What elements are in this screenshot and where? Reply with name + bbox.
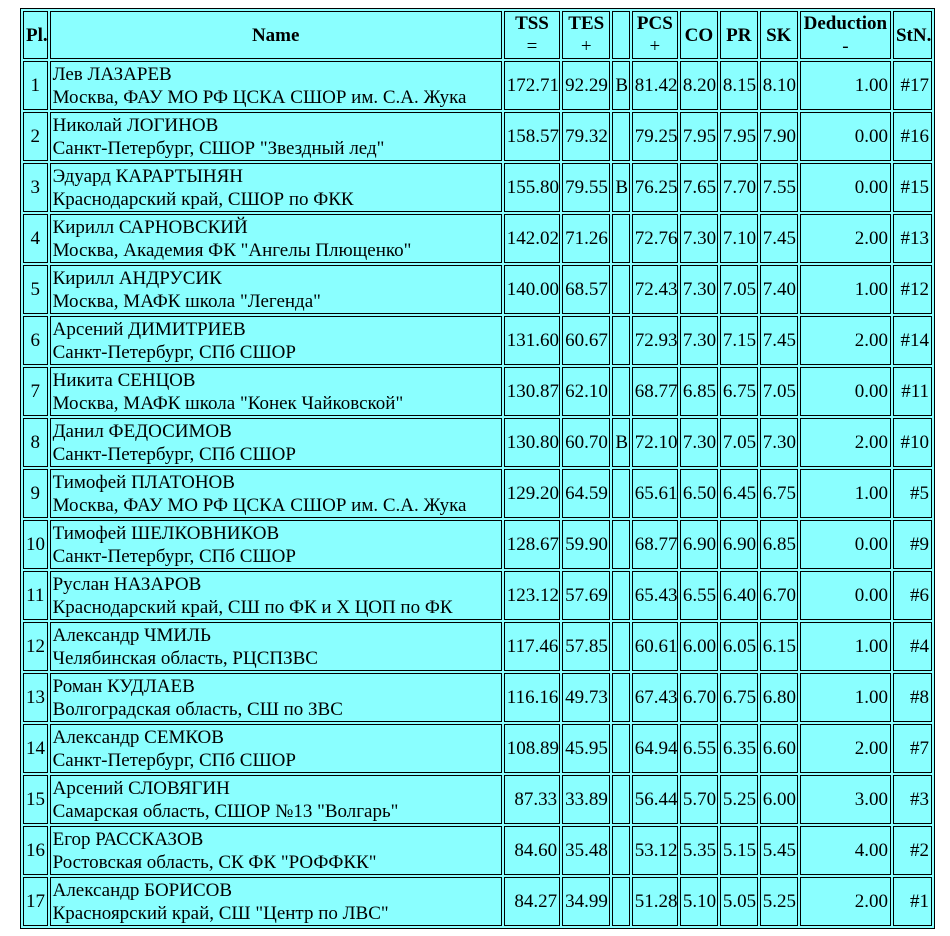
start-number-cell: #14: [893, 316, 932, 365]
skater-club: Краснодарский край, СШ по ФК и Х ЦОП по ФК: [52, 596, 453, 618]
table-row: [23, 826, 932, 875]
start-number-cell: #1: [893, 877, 932, 926]
flag-cell: [612, 214, 629, 263]
deduction-cell: 0.00: [800, 163, 891, 212]
flag-cell: B: [612, 163, 629, 212]
deduction-cell: 2.00: [800, 724, 891, 773]
deduction-cell: 2.00: [800, 316, 891, 365]
skater-club: Ростовская область, СК ФК "РОФФКК": [52, 851, 377, 873]
start-number-cell: #10: [893, 418, 932, 467]
name-cell: [50, 571, 502, 620]
start-number-cell: #7: [893, 724, 932, 773]
skater-club: Москва, МАФК школа "Легенда": [52, 290, 321, 312]
deduction-cell: 0.00: [800, 571, 891, 620]
skater-name: Арсений СЛОВЯГИН: [52, 777, 230, 799]
results-table: [20, 8, 935, 929]
pr-cell: 6.75: [720, 367, 758, 416]
pr-cell: 7.70: [720, 163, 758, 212]
tss-cell: 116.16: [504, 673, 560, 722]
sk-cell: 7.45: [760, 214, 798, 263]
co-cell: 7.30: [680, 316, 718, 365]
name-cell: [50, 724, 502, 773]
name-cell: [50, 163, 502, 212]
pr-cell: 7.10: [720, 214, 758, 263]
deduction-operator: -: [842, 36, 849, 57]
tes-label: TES: [568, 13, 605, 34]
pr-cell: 5.05: [720, 877, 758, 926]
tss-cell: 140.00: [504, 265, 560, 314]
flag-cell: [612, 724, 629, 773]
flag-cell: [612, 622, 629, 671]
co-cell: 8.20: [680, 61, 718, 110]
name-cell: [50, 265, 502, 314]
tss-cell: 130.80: [504, 418, 560, 467]
co-cell: 5.70: [680, 775, 718, 824]
skater-club: Санкт-Петербург, СПб СШОР: [52, 545, 296, 567]
skater-name: Николай ЛОГИНОВ: [52, 114, 219, 136]
name-cell: [50, 61, 502, 110]
tss-cell: 131.60: [504, 316, 560, 365]
pr-cell: 7.05: [720, 418, 758, 467]
skater-name: Александр БОРИСОВ: [52, 879, 233, 901]
tss-cell: 87.33: [504, 775, 560, 824]
flag-cell: B: [612, 61, 629, 110]
start-number-cell: #6: [893, 571, 932, 620]
table-row: [23, 520, 932, 569]
name-cell: [50, 622, 502, 671]
name-cell: [50, 214, 502, 263]
pcs-operator: +: [649, 36, 661, 57]
sk-cell: 7.40: [760, 265, 798, 314]
tes-cell: 60.70: [562, 418, 610, 467]
skater-name: Тимофей ПЛАТОНОВ: [52, 471, 235, 493]
skater-club: Челябинская область, РЦСПЗВС: [52, 647, 318, 669]
sk-cell: 6.80: [760, 673, 798, 722]
co-cell: 7.30: [680, 418, 718, 467]
deduction-cell: 1.00: [800, 673, 891, 722]
flag-cell: [612, 571, 629, 620]
tss-cell: 172.71: [504, 61, 560, 110]
name-cell: [50, 826, 502, 875]
pr-cell: 6.05: [720, 622, 758, 671]
skater-name: Арсений ДИМИТРИЕВ: [52, 318, 246, 340]
sk-cell: 7.90: [760, 112, 798, 161]
skater-club: Самарская область, СШОР №13 "Волгарь": [52, 800, 399, 822]
start-number-cell: #15: [893, 163, 932, 212]
pcs-cell: 51.28: [632, 877, 678, 926]
placement-cell: 16: [23, 826, 48, 875]
skater-club: Санкт-Петербург, СПб СШОР: [52, 443, 296, 465]
pr-cell: 6.45: [720, 469, 758, 518]
placement-cell: 9: [23, 469, 48, 518]
tes-cell: 92.29: [562, 61, 610, 110]
name-cell: [50, 112, 502, 161]
table-row: [23, 469, 932, 518]
skater-name: Александр СЕМКОВ: [52, 726, 224, 748]
skater-name: Руслан НАЗАРОВ: [52, 573, 202, 595]
start-number-cell: #5: [893, 469, 932, 518]
tes-cell: 59.90: [562, 520, 610, 569]
header-row: [23, 11, 932, 59]
pr-cell: 6.90: [720, 520, 758, 569]
flag-cell: [612, 673, 629, 722]
co-cell: 6.85: [680, 367, 718, 416]
col-header-co: CO: [680, 11, 718, 59]
start-number-cell: #13: [893, 214, 932, 263]
co-cell: 6.50: [680, 469, 718, 518]
skater-name: Александр ЧМИЛЬ: [52, 624, 211, 646]
table-row: [23, 622, 932, 671]
flag-cell: [612, 316, 629, 365]
name-cell: [50, 877, 502, 926]
name-cell: [50, 367, 502, 416]
placement-cell: 2: [23, 112, 48, 161]
table-row: [23, 724, 932, 773]
placement-cell: 7: [23, 367, 48, 416]
start-number-cell: #2: [893, 826, 932, 875]
skater-name: Егор РАССКАЗОВ: [52, 828, 204, 850]
tes-cell: 60.67: [562, 316, 610, 365]
placement-cell: 4: [23, 214, 48, 263]
sk-cell: 6.60: [760, 724, 798, 773]
table-row: [23, 775, 932, 824]
pr-cell: 7.05: [720, 265, 758, 314]
pcs-cell: 67.43: [632, 673, 678, 722]
skater-name: Кирилл АНДРУСИК: [52, 267, 222, 289]
pr-cell: 5.25: [720, 775, 758, 824]
deduction-cell: 2.00: [800, 214, 891, 263]
pcs-cell: 53.12: [632, 826, 678, 875]
co-cell: 6.70: [680, 673, 718, 722]
pr-cell: 6.40: [720, 571, 758, 620]
placement-cell: 10: [23, 520, 48, 569]
start-number-cell: #3: [893, 775, 932, 824]
table-row: [23, 112, 932, 161]
pcs-label: PCS: [636, 13, 673, 34]
skater-name: Лев ЛАЗАРЕВ: [52, 63, 172, 85]
table-row: [23, 418, 932, 467]
deduction-cell: 4.00: [800, 826, 891, 875]
table-row: [23, 214, 932, 263]
skater-name: Тимофей ШЕЛКОВНИКОВ: [52, 522, 280, 544]
pr-cell: 6.35: [720, 724, 758, 773]
co-cell: 6.00: [680, 622, 718, 671]
pr-cell: 7.95: [720, 112, 758, 161]
pcs-cell: 65.43: [632, 571, 678, 620]
placement-cell: 15: [23, 775, 48, 824]
tes-cell: 49.73: [562, 673, 610, 722]
pcs-cell: 64.94: [632, 724, 678, 773]
co-cell: 7.30: [680, 265, 718, 314]
placement-cell: 1: [23, 61, 48, 110]
deduction-cell: 2.00: [800, 877, 891, 926]
flag-cell: [612, 367, 629, 416]
deduction-cell: 2.00: [800, 418, 891, 467]
tss-cell: 129.20: [504, 469, 560, 518]
deduction-cell: 1.00: [800, 622, 891, 671]
skater-club: Москва, Академия ФК "Ангелы Плющенко": [52, 239, 412, 261]
tes-cell: 35.48: [562, 826, 610, 875]
pcs-cell: 79.25: [632, 112, 678, 161]
pr-cell: 8.15: [720, 61, 758, 110]
tes-cell: 57.69: [562, 571, 610, 620]
skater-club: Санкт-Петербург, СШОР "Звездный лед": [52, 137, 385, 159]
co-cell: 7.95: [680, 112, 718, 161]
tss-cell: 123.12: [504, 571, 560, 620]
pcs-cell: 72.43: [632, 265, 678, 314]
deduction-cell: 1.00: [800, 469, 891, 518]
skater-name: Кирилл САРНОВСКИЙ: [52, 216, 248, 238]
col-header-pl: Pl.: [23, 11, 48, 59]
flag-cell: [612, 826, 629, 875]
sk-cell: 6.00: [760, 775, 798, 824]
skater-club: Красноярский край, СШ "Центр по ЛВС": [52, 902, 389, 924]
table-row: [23, 316, 932, 365]
name-cell: [50, 673, 502, 722]
table-row: [23, 877, 932, 926]
pcs-cell: 68.77: [632, 367, 678, 416]
pr-cell: 7.15: [720, 316, 758, 365]
pcs-cell: 72.76: [632, 214, 678, 263]
flag-cell: [612, 775, 629, 824]
skater-name: Никита СЕНЦОВ: [52, 369, 196, 391]
tes-cell: 45.95: [562, 724, 610, 773]
pr-cell: 5.15: [720, 826, 758, 875]
table-row: [23, 61, 932, 110]
col-header-name: Name: [50, 11, 502, 59]
col-header-pcs: [632, 11, 678, 59]
placement-cell: 13: [23, 673, 48, 722]
deduction-cell: 1.00: [800, 61, 891, 110]
co-cell: 6.90: [680, 520, 718, 569]
tss-cell: 130.87: [504, 367, 560, 416]
tes-cell: 71.26: [562, 214, 610, 263]
flag-cell: [612, 265, 629, 314]
co-cell: 7.30: [680, 214, 718, 263]
start-number-cell: #11: [893, 367, 932, 416]
deduction-cell: 1.00: [800, 265, 891, 314]
col-header-sk: SK: [760, 11, 798, 59]
col-header-tss: [504, 11, 560, 59]
sk-cell: 5.25: [760, 877, 798, 926]
skater-club: Москва, МАФК школа "Конек Чайковской": [52, 392, 404, 414]
tss-cell: 155.80: [504, 163, 560, 212]
flag-cell: [612, 877, 629, 926]
tss-cell: 84.27: [504, 877, 560, 926]
deduction-cell: 3.00: [800, 775, 891, 824]
sk-cell: 5.45: [760, 826, 798, 875]
tes-cell: 64.59: [562, 469, 610, 518]
table-row: [23, 163, 932, 212]
pcs-cell: 60.61: [632, 622, 678, 671]
tes-operator: +: [580, 36, 592, 57]
flag-cell: [612, 520, 629, 569]
pr-cell: 6.75: [720, 673, 758, 722]
skater-club: Краснодарский край, СШОР по ФКК: [52, 188, 354, 210]
placement-cell: 6: [23, 316, 48, 365]
name-cell: [50, 418, 502, 467]
flag-cell: [612, 112, 629, 161]
pcs-cell: 68.77: [632, 520, 678, 569]
col-header-deduction: [800, 11, 891, 59]
tes-cell: 33.89: [562, 775, 610, 824]
pcs-cell: 56.44: [632, 775, 678, 824]
tes-cell: 34.99: [562, 877, 610, 926]
placement-cell: 17: [23, 877, 48, 926]
co-cell: 6.55: [680, 571, 718, 620]
skater-name: Эдуард КАРАРТЫНЯН: [52, 165, 244, 187]
skater-club: Волгоградская область, СШ по ЗВС: [52, 698, 343, 720]
col-header-flag: [612, 11, 629, 59]
start-number-cell: #12: [893, 265, 932, 314]
placement-cell: 11: [23, 571, 48, 620]
table-row: [23, 367, 932, 416]
pcs-cell: 76.25: [632, 163, 678, 212]
tes-cell: 79.32: [562, 112, 610, 161]
name-cell: [50, 469, 502, 518]
skater-club: Санкт-Петербург, СПб СШОР: [52, 749, 296, 771]
start-number-cell: #8: [893, 673, 932, 722]
sk-cell: 6.75: [760, 469, 798, 518]
pcs-cell: 72.93: [632, 316, 678, 365]
tes-cell: 62.10: [562, 367, 610, 416]
placement-cell: 14: [23, 724, 48, 773]
sk-cell: 6.70: [760, 571, 798, 620]
table-row: [23, 571, 932, 620]
sk-cell: 7.05: [760, 367, 798, 416]
col-header-tes: [562, 11, 610, 59]
name-cell: [50, 775, 502, 824]
name-cell: [50, 520, 502, 569]
placement-cell: 3: [23, 163, 48, 212]
co-cell: 5.35: [680, 826, 718, 875]
tes-cell: 57.85: [562, 622, 610, 671]
skater-name: Данил ФЕДОСИМОВ: [52, 420, 232, 442]
start-number-cell: #17: [893, 61, 932, 110]
start-number-cell: #4: [893, 622, 932, 671]
placement-cell: 12: [23, 622, 48, 671]
sk-cell: 6.15: [760, 622, 798, 671]
tss-cell: 117.46: [504, 622, 560, 671]
sk-cell: 8.10: [760, 61, 798, 110]
tss-operator: =: [526, 36, 538, 57]
tss-cell: 108.89: [504, 724, 560, 773]
name-cell: [50, 316, 502, 365]
skater-name: Роман КУДЛАЕВ: [52, 675, 195, 697]
sk-cell: 7.30: [760, 418, 798, 467]
flag-cell: B: [612, 418, 629, 467]
skater-club: Москва, ФАУ МО РФ ЦСКА СШОР им. С.А. Жука: [52, 86, 467, 108]
tss-cell: 128.67: [504, 520, 560, 569]
tes-cell: 79.55: [562, 163, 610, 212]
deduction-cell: 0.00: [800, 520, 891, 569]
sk-cell: 7.45: [760, 316, 798, 365]
tss-cell: 84.60: [504, 826, 560, 875]
pcs-cell: 72.10: [632, 418, 678, 467]
co-cell: 7.65: [680, 163, 718, 212]
col-header-pr: PR: [720, 11, 758, 59]
start-number-cell: #9: [893, 520, 932, 569]
co-cell: 6.55: [680, 724, 718, 773]
co-cell: 5.10: [680, 877, 718, 926]
table-row: [23, 673, 932, 722]
col-header-stn: StN.: [893, 11, 932, 59]
results-body: [23, 61, 932, 926]
skater-club: Москва, ФАУ МО РФ ЦСКА СШОР им. С.А. Жука: [52, 494, 467, 516]
tss-cell: 142.02: [504, 214, 560, 263]
pcs-cell: 81.42: [632, 61, 678, 110]
sk-cell: 7.55: [760, 163, 798, 212]
table-row: [23, 265, 932, 314]
deduction-label: Deduction: [803, 13, 888, 34]
tss-cell: 158.57: [504, 112, 560, 161]
sk-cell: 6.85: [760, 520, 798, 569]
placement-cell: 8: [23, 418, 48, 467]
deduction-cell: 0.00: [800, 112, 891, 161]
deduction-cell: 0.00: [800, 367, 891, 416]
tss-label: TSS: [515, 13, 549, 34]
skater-club: Санкт-Петербург, СПб СШОР: [52, 341, 296, 363]
tes-cell: 68.57: [562, 265, 610, 314]
pcs-cell: 65.61: [632, 469, 678, 518]
placement-cell: 5: [23, 265, 48, 314]
start-number-cell: #16: [893, 112, 932, 161]
flag-cell: [612, 469, 629, 518]
